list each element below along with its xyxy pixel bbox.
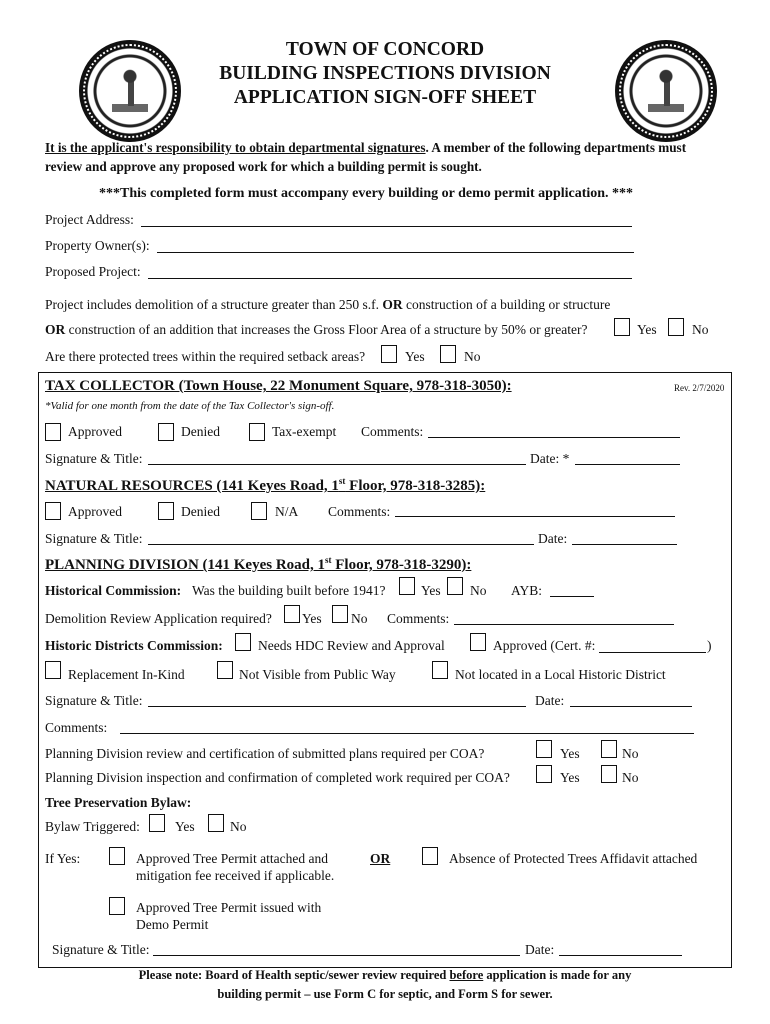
planning-date-label: Date: (535, 693, 565, 708)
demolition-yes-label: Yes (637, 322, 657, 337)
trees-no-label: No (464, 349, 481, 364)
historical-commission-label: Historical Commission: (45, 583, 182, 598)
ayb-field[interactable] (550, 596, 594, 597)
tax-approved-label: Approved (68, 424, 122, 439)
page-title-line-2: BUILDING INSPECTIONS DIVISION (219, 63, 551, 84)
coa-inspect-yes-label: Yes (560, 770, 580, 785)
natural-comments-label: Comments: (328, 504, 391, 519)
built-before-no-checkbox[interactable] (447, 577, 463, 595)
demolition-no-label: No (692, 322, 709, 337)
demolition-question-line-1 (45, 297, 610, 313)
coa-inspect-no-label: No (622, 770, 639, 785)
absence-affidavit-label: Absence of Protected Trees Affidavit attached (449, 851, 698, 866)
trees-no-checkbox[interactable] (440, 345, 456, 363)
demo-tree-permit-checkbox[interactable] (109, 897, 125, 915)
demo-review-yes-checkbox[interactable] (284, 605, 300, 623)
property-owners-field[interactable] (157, 252, 634, 253)
tax-approved-checkbox[interactable] (45, 423, 61, 441)
tax-denied-label: Denied (181, 424, 220, 439)
footer-before: before (449, 968, 484, 982)
cert-number-field[interactable] (599, 652, 706, 653)
demo-review-no-checkbox[interactable] (332, 605, 348, 623)
footer-text-a: Please note: Board of Health septic/sewer review required (138, 968, 450, 982)
bylaw-no-label: No (230, 819, 247, 834)
natural-heading-sup: st (338, 476, 346, 486)
natural-date-label: Date: (538, 531, 568, 546)
built-before-no-label: No (470, 583, 487, 598)
trees-yes-label: Yes (405, 349, 425, 364)
demolition-no-checkbox[interactable] (668, 318, 684, 336)
not-located-label: Not located in a Local Historic District (455, 667, 666, 682)
built-before-yes-label: Yes (421, 583, 441, 598)
accompany-note: ***This completed form must accompany every building or demo permit application. *** (99, 186, 634, 201)
natural-na-checkbox[interactable] (251, 502, 267, 520)
tax-date-label: Date: * (530, 451, 570, 466)
natural-comments-field[interactable] (395, 516, 675, 517)
coa-inspect-yes-checkbox[interactable] (536, 765, 552, 783)
tree-date-field[interactable] (559, 955, 682, 956)
approved-cert-label: Approved (Cert. #: (493, 638, 596, 653)
intro-line-1 (45, 140, 686, 156)
tax-date-field[interactable] (575, 464, 680, 465)
natural-approved-label: Approved (68, 504, 122, 519)
natural-na-label: N/A (275, 504, 299, 519)
demo-tree-permit-line-1: Approved Tree Permit issued with (136, 900, 322, 915)
natural-signature-field[interactable] (148, 544, 534, 545)
seal-figure (642, 64, 690, 120)
needs-hdc-checkbox[interactable] (235, 633, 251, 651)
tax-comments-field[interactable] (428, 437, 680, 438)
page-title-line-3: APPLICATION SIGN-OFF SHEET (233, 87, 537, 108)
footer-text-b: application is made for any (483, 968, 632, 982)
tree-date-label: Date: (525, 942, 555, 957)
tree-permit-line-2: mitigation fee received if applicable. (136, 868, 335, 883)
natural-denied-label: Denied (181, 504, 220, 519)
natural-signature-label: Signature & Title: (45, 531, 143, 546)
natural-denied-checkbox[interactable] (158, 502, 174, 520)
demo-or: OR (382, 297, 403, 312)
or-label: OR (370, 851, 391, 866)
proposed-project-label: Proposed Project: (45, 264, 141, 279)
proposed-project-field[interactable] (148, 278, 632, 279)
needs-hdc-label: Needs HDC Review and Approval (258, 638, 445, 653)
coa-plans-no-checkbox[interactable] (601, 740, 617, 758)
natural-approved-checkbox[interactable] (45, 502, 61, 520)
natural-resources-heading (45, 476, 485, 495)
planning-heading-a: PLANNING DIVISION (141 Keyes Road, 1 (45, 557, 326, 573)
property-owners-label: Property Owner(s): (45, 238, 150, 253)
planning-signature-label: Signature & Title: (45, 693, 143, 708)
demo-or-2: OR (45, 322, 66, 337)
demo-review-no-label: No (351, 611, 368, 626)
protected-trees-question: Are there protected trees within the required setback areas? (45, 349, 366, 364)
built-before-1941-question: Was the building built before 1941? (192, 583, 386, 598)
natural-heading-b: Floor, 978-318-3285): (345, 478, 486, 494)
town-seal-right (615, 40, 717, 142)
not-visible-label: Not Visible from Public Way (239, 667, 396, 682)
bylaw-no-checkbox[interactable] (208, 814, 224, 832)
tax-signature-label: Signature & Title: (45, 451, 143, 466)
town-seal-left (79, 40, 181, 142)
project-address-label: Project Address: (45, 212, 134, 227)
planning-heading-b: Floor, 978-318-3290): (331, 557, 472, 573)
natural-heading-a: NATURAL RESOURCES (141 Keyes Road, 1 (45, 478, 339, 494)
seal-figure (106, 64, 154, 120)
tax-exempt-checkbox[interactable] (249, 423, 265, 441)
bylaw-yes-label: Yes (175, 819, 195, 834)
tax-denied-checkbox[interactable] (158, 423, 174, 441)
absence-affidavit-checkbox[interactable] (422, 847, 438, 865)
demolition-yes-checkbox[interactable] (614, 318, 630, 336)
tree-permit-checkbox[interactable] (109, 847, 125, 865)
coa-plans-yes-checkbox[interactable] (536, 740, 552, 758)
trees-yes-checkbox[interactable] (381, 345, 397, 363)
bylaw-yes-checkbox[interactable] (149, 814, 165, 832)
planning-signature-field[interactable] (148, 706, 526, 707)
intro-underlined: It is the applicant's responsibility to obtain departmental signatures (45, 140, 426, 155)
demo-review-comments-field[interactable] (454, 624, 674, 625)
tax-valid-note: *Valid for one month from the date of the Tax Collector's sign-off. (45, 400, 335, 412)
footer-note-line-1 (60, 966, 710, 985)
demolition-question-line-2 (45, 322, 587, 338)
coa-plans-yes-label: Yes (560, 746, 580, 761)
tree-bylaw-label: Tree Preservation Bylaw: (45, 795, 192, 810)
approved-cert-checkbox[interactable] (470, 633, 486, 651)
not-located-checkbox[interactable] (432, 661, 448, 679)
tree-signature-field[interactable] (153, 955, 520, 956)
planning-date-field[interactable] (570, 706, 692, 707)
tax-exempt-label: Tax-exempt (272, 424, 337, 439)
planning-division-heading (45, 555, 471, 574)
tax-signature-field[interactable] (148, 464, 526, 465)
planning-comments-field[interactable] (120, 733, 694, 734)
demo-review-yes-label: Yes (302, 611, 322, 626)
coa-plans-no-label: No (622, 746, 639, 761)
demolition-review-question: Demolition Review Application required? (45, 611, 272, 626)
coa-inspect-no-checkbox[interactable] (601, 765, 617, 783)
intro-line-2: review and approve any proposed work for which a building permit is sought. (45, 159, 482, 174)
intro-rest: . A member of the following departments must (425, 140, 687, 155)
built-before-yes-checkbox[interactable] (399, 577, 415, 595)
bylaw-triggered-label: Bylaw Triggered: (45, 819, 140, 834)
planning-comments-label: Comments: (45, 720, 108, 735)
footer-note-line-2: building permit – use Form C for septic, and Form S for sewer. (217, 987, 553, 1001)
natural-date-field[interactable] (572, 544, 677, 545)
demo-tree-permit-line-2: Demo Permit (136, 917, 209, 932)
planning-heading-sup: st (325, 555, 332, 565)
tree-signature-label: Signature & Title: (52, 942, 150, 957)
not-visible-checkbox[interactable] (217, 661, 233, 679)
demo-text-b: construction of a building or structure (402, 297, 611, 312)
demo-review-comments-label: Comments: (387, 611, 450, 626)
coa-plans-question: Planning Division review and certification of submitted plans required per COA? (45, 746, 485, 761)
replacement-in-kind-checkbox[interactable] (45, 661, 61, 679)
tax-comments-label: Comments: (361, 424, 424, 439)
revision-date: Rev. 2/7/2020 (674, 383, 725, 393)
hdc-label: Historic Districts Commission: (45, 638, 223, 653)
tax-collector-heading: TAX COLLECTOR (Town House, 22 Monument Square, 978-318-3050): (45, 378, 512, 394)
replacement-in-kind-label: Replacement In-Kind (68, 667, 185, 682)
ayb-label: AYB: (511, 583, 543, 598)
coa-inspect-question: Planning Division inspection and confirmation of completed work required per COA? (45, 770, 510, 785)
demo-text-c: construction of an addition that increases the Gross Floor Area of a structure by 50% or greater? (65, 322, 588, 337)
tree-permit-line-1: Approved Tree Permit attached and (136, 851, 328, 866)
page-title-line-1: TOWN OF CONCORD (285, 39, 485, 60)
if-yes-label: If Yes: (45, 851, 81, 866)
demo-text-a: Project includes demolition of a structure greater than 250 s.f. (45, 297, 383, 312)
project-address-field[interactable] (141, 226, 632, 227)
cert-close-paren: ) (707, 638, 712, 653)
